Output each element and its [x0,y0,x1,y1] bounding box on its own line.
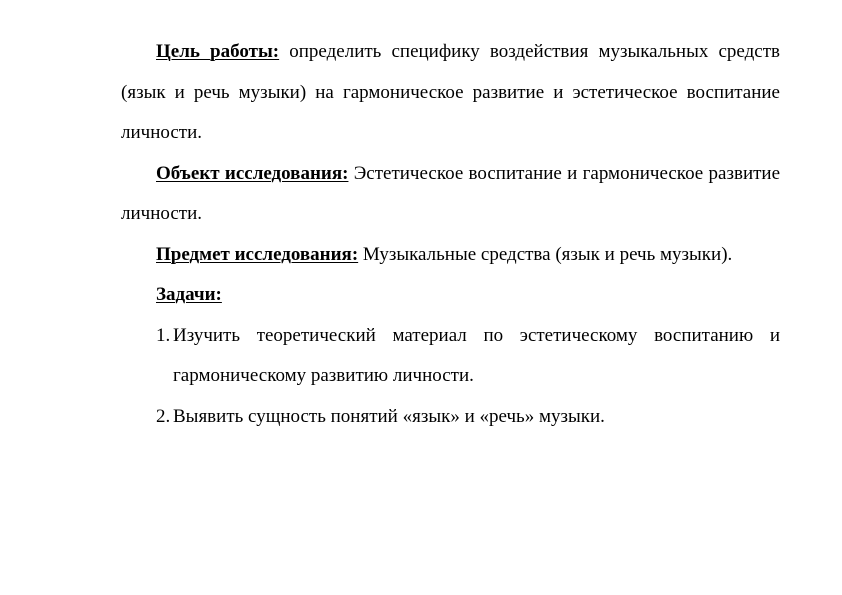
object-label: Объект исследования: [156,162,349,184]
tasks-list [121,316,780,438]
object-text: Эстетическое воспитание и гармоническое развитие личности. [121,162,781,224]
task-item-1 [121,316,780,397]
task-number-2: 2. [156,405,171,427]
subject-paragraph [121,235,780,276]
document-body [121,32,780,437]
subject-label: Предмет исследования: [156,243,359,265]
task-text-1: Изучить теоретический материал по эстетическому воспитанию и гармоническому развитию личности. [173,324,780,386]
goal-text: определить специфику воздействия музыкальных средств (язык и речь музыки) на гармоническое развитие и эстетическое воспитание личности. [121,41,780,143]
tasks-label: Задачи: [156,284,222,305]
goal-label: Цель работы: [156,41,280,62]
goal-paragraph [121,32,780,154]
subject-text: Музыкальные средства (язык и речь музыки). [362,243,733,265]
object-paragraph [121,154,780,235]
task-text-2: Выявить сущность понятий «язык» и «речь» музыки. [173,405,605,427]
tasks-heading [121,275,780,316]
task-item-2 [121,397,780,438]
task-number-1: 1. [156,324,171,346]
